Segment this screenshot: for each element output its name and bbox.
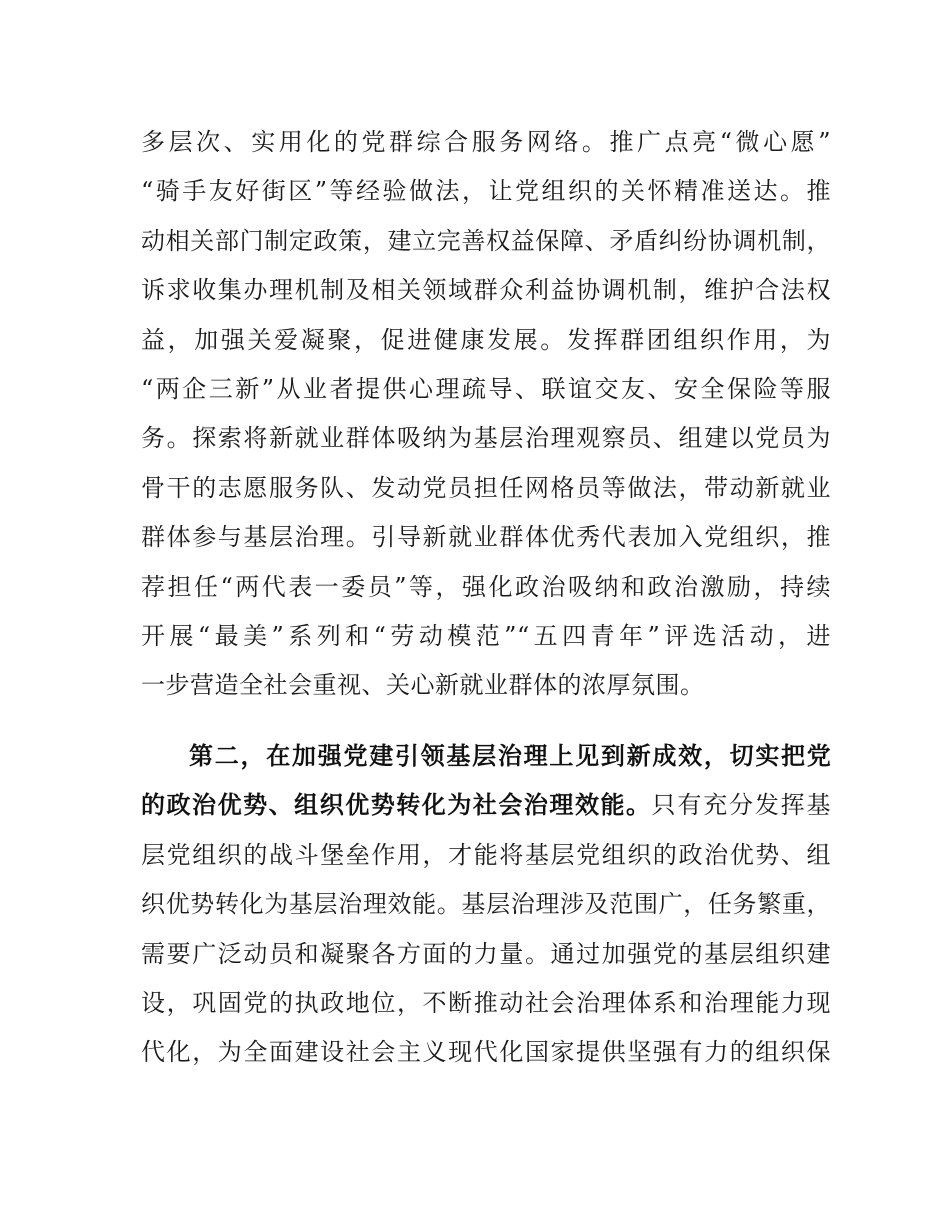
text-line: 多层次、实用化的党群综合服务网络。推广点亮“微心愿”: [141, 128, 831, 156]
text-line: 动相关部门制定政策，建立完善权益保障、矛盾纠纷协调机制，: [141, 226, 831, 255]
text-line: 需要广泛动员和凝聚各方面的力量。通过加强党的基层组织建: [141, 939, 831, 968]
text-line: 诉求收集办理机制及相关领域群众利益协调机制，维护合法权: [141, 276, 831, 305]
text-line: 代化，为全面建设社会主义现代化国家提供坚强有力的组织保: [141, 1038, 831, 1067]
paragraph-2: [141, 732, 831, 1078]
text-line: 织优势转化为基层治理效能。基层治理涉及范围广，任务繁重，: [141, 890, 831, 919]
text-line: 骨干的志愿服务队、发动党员担任网格员等做法，带动新就业: [141, 473, 831, 502]
text-line: 荐担任“两代表一委员”等，强化政治吸纳和政治激励，持续: [141, 572, 831, 601]
text-line: 一步营造全社会重视、关心新就业群体的浓厚氛围。: [141, 671, 705, 700]
text-line: “骑手友好街区”等经验做法，让党组织的关怀精准送达。推: [141, 177, 831, 206]
text-segment: 只有充分发挥基: [651, 791, 832, 820]
text-line: 设，巩固党的执政地位，不断推动社会治理体系和治理能力现: [141, 988, 831, 1017]
section-heading-continued: 的政治优势、组织优势转化为社会治理效能。: [141, 791, 652, 820]
text-line: 务。探索将新就业群体吸纳为基层治理观察员、组建以党员为: [141, 424, 831, 453]
text-line: 群体参与基层治理。引导新就业群体优秀代表加入党组织，推: [141, 523, 831, 552]
text-line: “两企三新”从业者提供心理疏导、联谊交友、安全保险等服: [141, 374, 831, 403]
paragraph-1: [141, 118, 831, 711]
text-line: 开展“最美”系列和“劳动模范”“五四青年”评选活动，进: [141, 621, 831, 650]
text-line: 层党组织的战斗堡垒作用，才能将基层党组织的政治优势、组: [141, 840, 831, 869]
section-heading: 第二，在加强党建引领基层治理上见到新成效，切实把党: [189, 742, 831, 770]
text-line: 益，加强关爱凝聚，促进健康发展。发挥群团组织作用，为: [141, 325, 831, 354]
text-line: [141, 781, 831, 830]
